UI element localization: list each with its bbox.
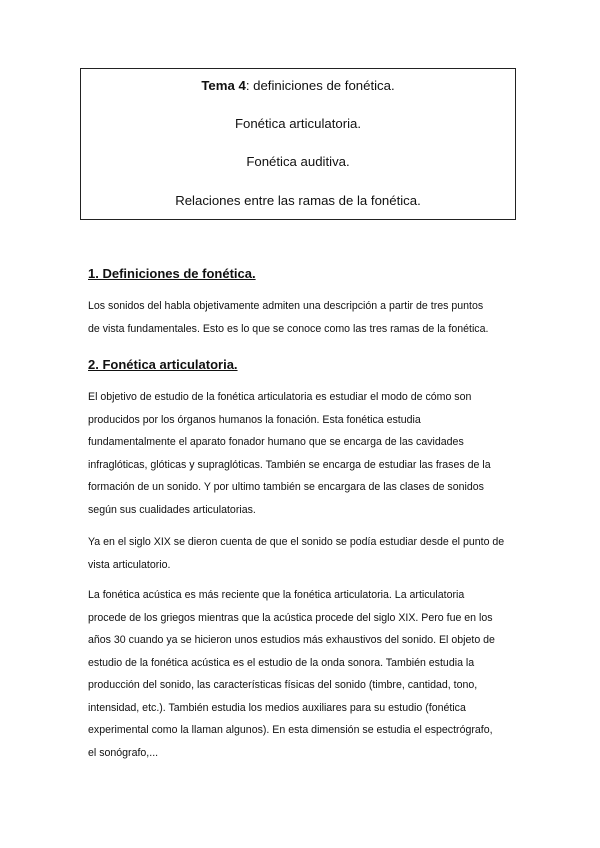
text-line: procede de los griegos mientras que la acústica procede del siglo XIX. Pero fue en los xyxy=(88,611,493,624)
text-line: Los sonidos del habla objetivamente admiten una descripción a partir de tres puntos xyxy=(88,300,484,312)
subtopic-articulatoria: Fonética articulatoria. xyxy=(234,116,362,131)
text-line: estudio de la fonética acústica es el estudio de la onda sonora. También estudia la xyxy=(88,656,475,669)
title-box xyxy=(80,68,516,220)
text-line: fundamentalmente el aparato fonador humano que se encarga de las cavidades xyxy=(88,436,464,448)
topic-label: Tema 4 xyxy=(201,78,246,93)
text-line: El objetivo de estudio de la fonética articulatoria es estudiar el modo de cómo son xyxy=(88,391,472,403)
text-line: Ya en el siglo XIX se dieron cuenta de que el sonido se podía estudiar desde el punto de xyxy=(88,536,505,548)
text-line: experimental como la llaman algunos). En esta dimensión se estudia el espectrógrafo, xyxy=(88,724,493,736)
subtopic-relaciones: Relaciones entre las ramas de la fonética. xyxy=(175,193,421,208)
text-line: vista articulatorio. xyxy=(88,558,171,571)
text-line: de vista fundamentales. Esto es lo que se conoce como las tres ramas de la fonética. xyxy=(88,322,489,335)
text-line: según sus cualidades articulatorias. xyxy=(88,503,256,516)
text-line: La fonética acústica es más reciente que la fonética articulatoria. La articulatoria xyxy=(88,589,465,601)
section-heading-articulatoria: 2. Fonética articulatoria. xyxy=(88,357,238,372)
section-heading-definiciones: 1. Definiciones de fonética. xyxy=(88,266,256,281)
topic-title xyxy=(81,77,515,95)
text-line: formación de un sonido. Y por ultimo también se encargara de las clases de sonidos xyxy=(88,481,484,493)
paragraph-objetivo xyxy=(88,386,518,521)
text-line: producidos por los órganos humanos la fonación. Esta fonética estudia xyxy=(88,413,421,426)
text-line: infraglóticas, glóticas y supraglóticas. También se encarga de estudiar las frases de la xyxy=(88,458,491,471)
text-line: intensidad, etc.). También estudia los medios auxiliares para su estudio (fonética xyxy=(88,701,466,714)
subtopic-auditiva: Fonética auditiva. xyxy=(246,154,350,169)
paragraph-definiciones xyxy=(88,295,518,340)
text-line: el sonógrafo,... xyxy=(88,746,159,759)
text-line: años 30 cuando ya se hicieron unos estudios más exhaustivos del sonido. El objeto de xyxy=(88,634,495,646)
topic-title-text: : definiciones de fonética. xyxy=(245,78,395,93)
paragraph-acustica xyxy=(88,584,518,764)
paragraph-siglo-xix xyxy=(88,531,518,576)
text-line: producción del sonido, las características físicas del sonido (timbre, cantidad, tono, xyxy=(88,679,478,691)
